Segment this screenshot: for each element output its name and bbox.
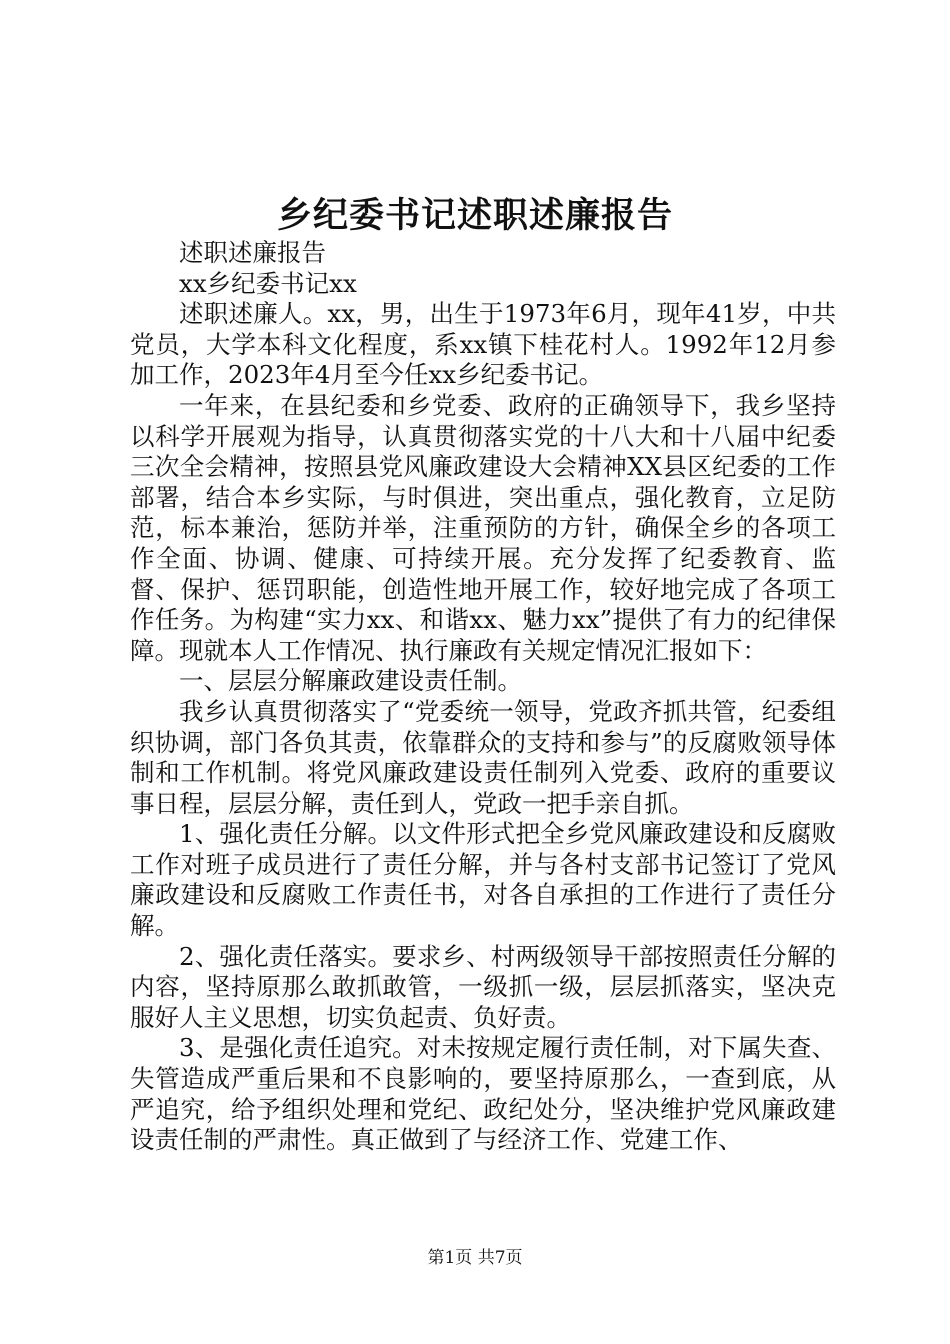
- paragraph-item-2: 2、强化责任落实。要求乡、村两级领导干部按照责任分解的内容，坚持原那么敢抓敢管，一级抓一级，层层抓落实，坚决克服好人主义思想，切实负起责、负好责。: [130, 941, 836, 1032]
- document-title: 乡纪委书记述职述廉报告: [276, 195, 673, 236]
- page-number-footer: 第1页 共7页: [427, 1248, 523, 1268]
- paragraph-section-1-intro: 我乡认真贯彻落实了“党委统一领导，党政齐抓共管，纪委组织协调，部门各负其责，依靠群众的支持和参与”的反腐败领导体制和工作机制。将党风廉政建设责任制列入党委、政府的重要议事日程，层层分解，责任到人，党政一把手亲自抓。: [130, 696, 836, 818]
- paragraph-author: xx乡纪委书记xx: [179, 268, 357, 298]
- paragraph-personal-info: 述职述廉人。xx，男，出生于1973年6月，现年41岁，中共党员，大学本科文化程度，系xx镇下桂花村人。1992年12月参加工作，2023年4月至今任xx乡纪委书记。: [130, 299, 836, 390]
- section-heading-1: 一、层层分解廉政建设责任制。: [179, 666, 522, 696]
- paragraph-overview: 一年来，在县纪委和乡党委、政府的正确领导下，我乡坚持以科学开展观为指导，认真贯彻落实党的十八大和十八届中纪委三次全会精神，按照县党风廉政建设大会精神XX县区纪委的工作部署，结合本乡实际，与时俱进，突出重点，强化教育，立足防范，标本兼治，惩防并举，注重预防的方针，确保全乡的各项工作全面、协调、健康、可持续开展。充分发挥了纪委教育、监督、保护、惩罚职能，创造性地开展工作，较好地完成了各项工作任务。为构建“实力xx、和谐xx、魅力xx”提供了有力的纪律保障。现就本人工作情况、执行廉政有关规定情况汇报如下：: [130, 390, 836, 665]
- paragraph-item-1: 1、强化责任分解。以文件形式把全乡党风廉政建设和反腐败工作对班子成员进行了责任分解，并与各村支部书记签订了党风廉政建设和反腐败工作责任书，对各自承担的工作进行了责任分解。: [130, 819, 836, 941]
- paragraph-subtitle: 述职述廉报告: [179, 238, 326, 267]
- paragraph-item-3: 3、是强化责任追究。对未按规定履行责任制，对下属失查、失管造成严重后果和不良影响的，要坚持原那么，一查到底，从严追究，给予组织处理和党纪、政纪处分，坚决维护党风廉政建设责任制的严肃性。真正做到了与经济工作、党建工作、: [130, 1033, 836, 1155]
- document-body: [130, 238, 836, 1156]
